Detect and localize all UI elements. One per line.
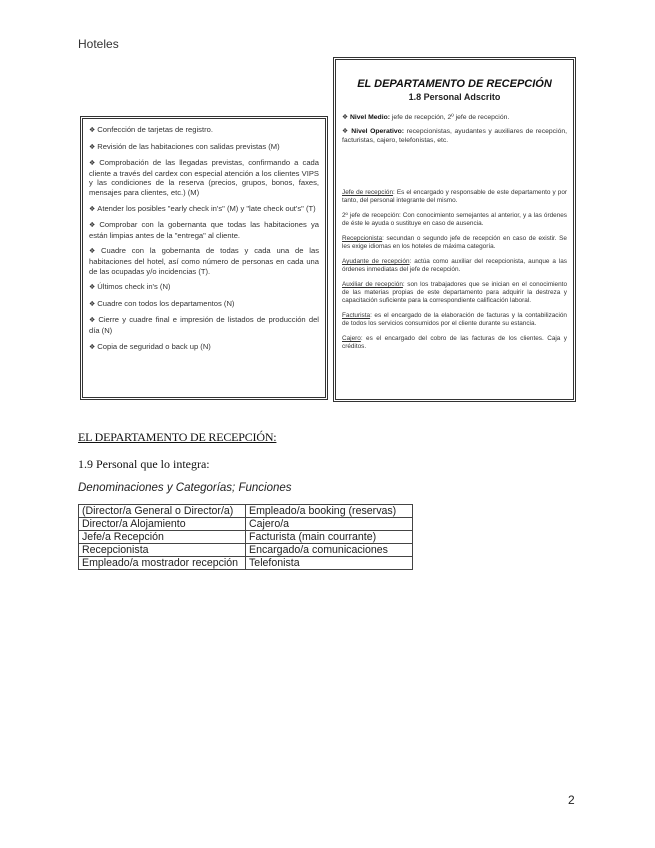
diamond-bullet-icon: ❖ <box>89 143 96 151</box>
staff-box <box>333 57 576 402</box>
box-title: EL DEPARTAMENTO DE RECEPCIÓN <box>357 78 552 90</box>
list-item: ❖ Confección de tarjetas de registro. <box>89 125 213 134</box>
list-item: ❖ Comprobar con la gobernanta que todas las habitaciones ya están limpias antes de la "entrega" al cliente. <box>89 220 319 240</box>
diamond-bullet-icon: ❖ <box>89 317 97 325</box>
table-cell: Empleado/a mostrador recepción <box>79 557 246 570</box>
diamond-bullet-icon: ❖ <box>89 127 96 134</box>
diamond-bullet-icon: ❖ <box>89 284 96 292</box>
page-number: 2 <box>568 793 575 807</box>
definition: Cajero: es el encargado del cobro de las facturas de los clientes. Caja y créditos. <box>342 335 567 351</box>
table-cell: Encargado/a comunicaciones <box>246 544 413 557</box>
diamond-bullet-icon: ❖ <box>89 248 100 256</box>
list-item: ❖ Revisión de las habitaciones con salidas previstas (M) <box>89 141 280 151</box>
roles-heading: Denominaciones y Categorías; Funciones <box>78 482 292 494</box>
definition: Recepcionista: secundan o segundo jefe de recepción en caso de existir. Se les exige idiomas en los hoteles de máxima categoría. <box>342 235 567 251</box>
diamond-bullet-icon: ❖ <box>89 300 96 308</box>
table-row <box>79 531 413 544</box>
roles-table <box>78 504 413 570</box>
table-cell: Jefe/a Recepción <box>79 531 246 544</box>
table-cell: (Director/a General o Director/a) <box>79 505 246 518</box>
table-cell: Empleado/a booking (reservas) <box>246 505 413 518</box>
list-item: ❖ Cuadre con la gobernanta de todas y cada una de las habitaciones del hotel, así como número de personas en cada una de las ocupadas y/o incidencias (T). <box>89 246 319 276</box>
tasks-list <box>89 125 319 352</box>
list-item: ❖ Cuadre con todos los departamentos (N) <box>89 298 235 308</box>
box-subtitle: 1.8 Personal Adscrito <box>408 92 501 102</box>
definition: Jefe de recepción: Es el encargado y responsable de este departamento y por tanto, del personal integrante del mismo. <box>342 189 568 205</box>
table-row <box>79 518 413 531</box>
level-label: Nivel Medio: <box>349 114 391 121</box>
tasks-box <box>80 116 328 400</box>
table-cell: Telefonista <box>246 557 413 570</box>
level-item: ❖ Nivel Operativo: recepcionistas, ayudantes y auxiliares de recepción, facturistas, cajero, telefonistas, etc. <box>342 128 568 144</box>
diamond-bullet-icon: ❖ <box>89 160 98 168</box>
table-row <box>79 505 413 518</box>
diamond-bullet-icon: ❖ <box>342 128 349 136</box>
list-item: ❖ Comprobación de las llegadas previstas, confirmando a cada cliente a través del cardex con especial atención a los clientes VIPS y las condiciones de la reserva (precios, grupos, bonos, faxes, mensajes para clientes, etc.) (M) <box>89 158 319 197</box>
table-cell: Facturista (main courrante) <box>246 531 413 544</box>
diamond-bullet-icon: ❖ <box>89 222 98 230</box>
diamond-bullet-icon: ❖ <box>89 343 96 351</box>
level-label: Nivel Operativo: <box>351 128 405 136</box>
table-row <box>79 557 413 570</box>
level-item: ❖ Nivel Medio: jefe de recepción, 2º jefe de recepción. <box>342 114 510 121</box>
diamond-bullet-icon: ❖ <box>89 205 96 213</box>
table-cell: Recepcionista <box>79 544 246 557</box>
definition: Auxiliar de recepción: son los trabajadores que se inician en el conocimiento de las materias propias de este departamento para adquirir la destreza y capacitación suficiente para la correspondiente calificación laboral. <box>342 281 567 305</box>
table-cell: Director/a Alojamiento <box>79 518 246 531</box>
list-item: ❖ Últimos check in's (N) <box>89 282 171 292</box>
table-row <box>79 544 413 557</box>
diamond-bullet-icon: ❖ <box>342 114 349 121</box>
list-item: ❖ Copia de seguridad o back up (N) <box>89 341 211 351</box>
list-item: ❖ Atender los posibles "early check in's" (M) y "late check out's" (T) <box>89 203 316 213</box>
page-header: Hoteles <box>78 37 119 51</box>
definition: Ayudante de recepción: actúa como auxiliar del recepcionista, aunque a las órdenes inmediatas del jefe de recepción. <box>342 258 567 274</box>
definition: Facturista: es el encargado de la elaboración de facturas y la contabilización de todos los servicios consumidos por el cliente durante su estancia. <box>342 312 567 328</box>
table-cell: Cajero/a <box>246 518 413 531</box>
section-subtitle: 1.9 Personal que lo integra: <box>78 457 210 471</box>
list-item: ❖ Cierre y cuadre final e impresión de listados de producción del día (N) <box>89 315 319 335</box>
section-title: EL DEPARTAMENTO DE RECEPCIÓN: <box>78 430 277 444</box>
definition: 2º jefe de recepción: Con conocimiento semejantes al anterior, y a las órdenes de éste le ayuda o sustituye en caso de ausencia. <box>342 212 567 228</box>
